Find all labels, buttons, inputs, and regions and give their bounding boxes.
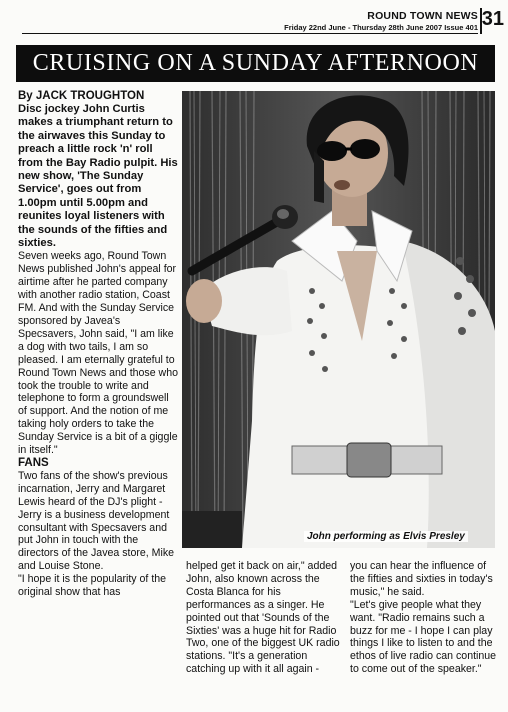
- headline: CRUISING ON A SUNDAY AFTERNOON: [32, 50, 479, 76]
- paper-name: ROUND TOWN NEWS: [367, 10, 478, 22]
- masthead-rule: [22, 33, 478, 34]
- fans-paragraph: Two fans of the show's previous incarnation, Jerry and Margaret Lewis heard of the DJ's plight - Jerry is a business development consultant with Specsavers and put John in touch with the directors of the Javea store, Mike and Louise Stone.: [18, 469, 175, 573]
- elvis-photo: [182, 91, 495, 548]
- photo-caption: John performing as Elvis Presley: [304, 531, 468, 542]
- byline: By JACK TROUGHTON: [18, 90, 145, 102]
- headline-banner: [16, 45, 495, 82]
- subhead-fans: FANS: [18, 456, 49, 469]
- column-2-text: helped get it back on air," added John, also known across the Costa Blanca for his performances as a singer. He pointed out that 'Sounds of the Sixties' was a huge hit for Radio Two, one of the biggest UK radio stations. "It's a generation catching up with it all again -: [186, 560, 340, 676]
- lead-paragraph: Disc jockey John Curtis makes a triumphant return to the airwaves this Sunday to preach a little rock 'n' roll from the Bay Radio pulpit. His new show, 'The Sunday Service', goes out from 1.00pm until 5.00pm and reunites loyal listeners with the sounds of the fifties and sixties.: [18, 103, 178, 250]
- column-3: [350, 560, 498, 676]
- page-number: 31: [481, 8, 504, 30]
- column-3-paragraph-2: "Let's give people what they want. "Radio remains such a buzz for me - I hope I can play things I like to listen to and the ethos of live radio can continue to come out of the speaker.": [350, 598, 497, 676]
- column-3-paragraph-1: you can hear the influence of the fifties and sixties in today's music," he said.: [350, 560, 493, 598]
- left-column: [18, 89, 178, 599]
- fans-paragraph-2: "I hope it is the popularity of the original show that has: [18, 573, 167, 599]
- body-paragraph: Seven weeks ago, Round Town News published John's appeal for airtime after he parted company with another radio station, Coast FM. And with the Sunday Service sponsored by Javea's Specsavers, John said, "I am like a dog with two tails, I am so pleased. I am eternally grateful to Round Town News and those who took the trouble to write and telephone to form a groundswell of support. And the notion of me taking holy orders to take the Sunday Service is a bit of a giggle in itself.": [18, 250, 178, 457]
- column-2: [186, 560, 342, 676]
- issue-date: Friday 22nd June - Thursday 28th June 2007 Issue 401: [284, 23, 478, 32]
